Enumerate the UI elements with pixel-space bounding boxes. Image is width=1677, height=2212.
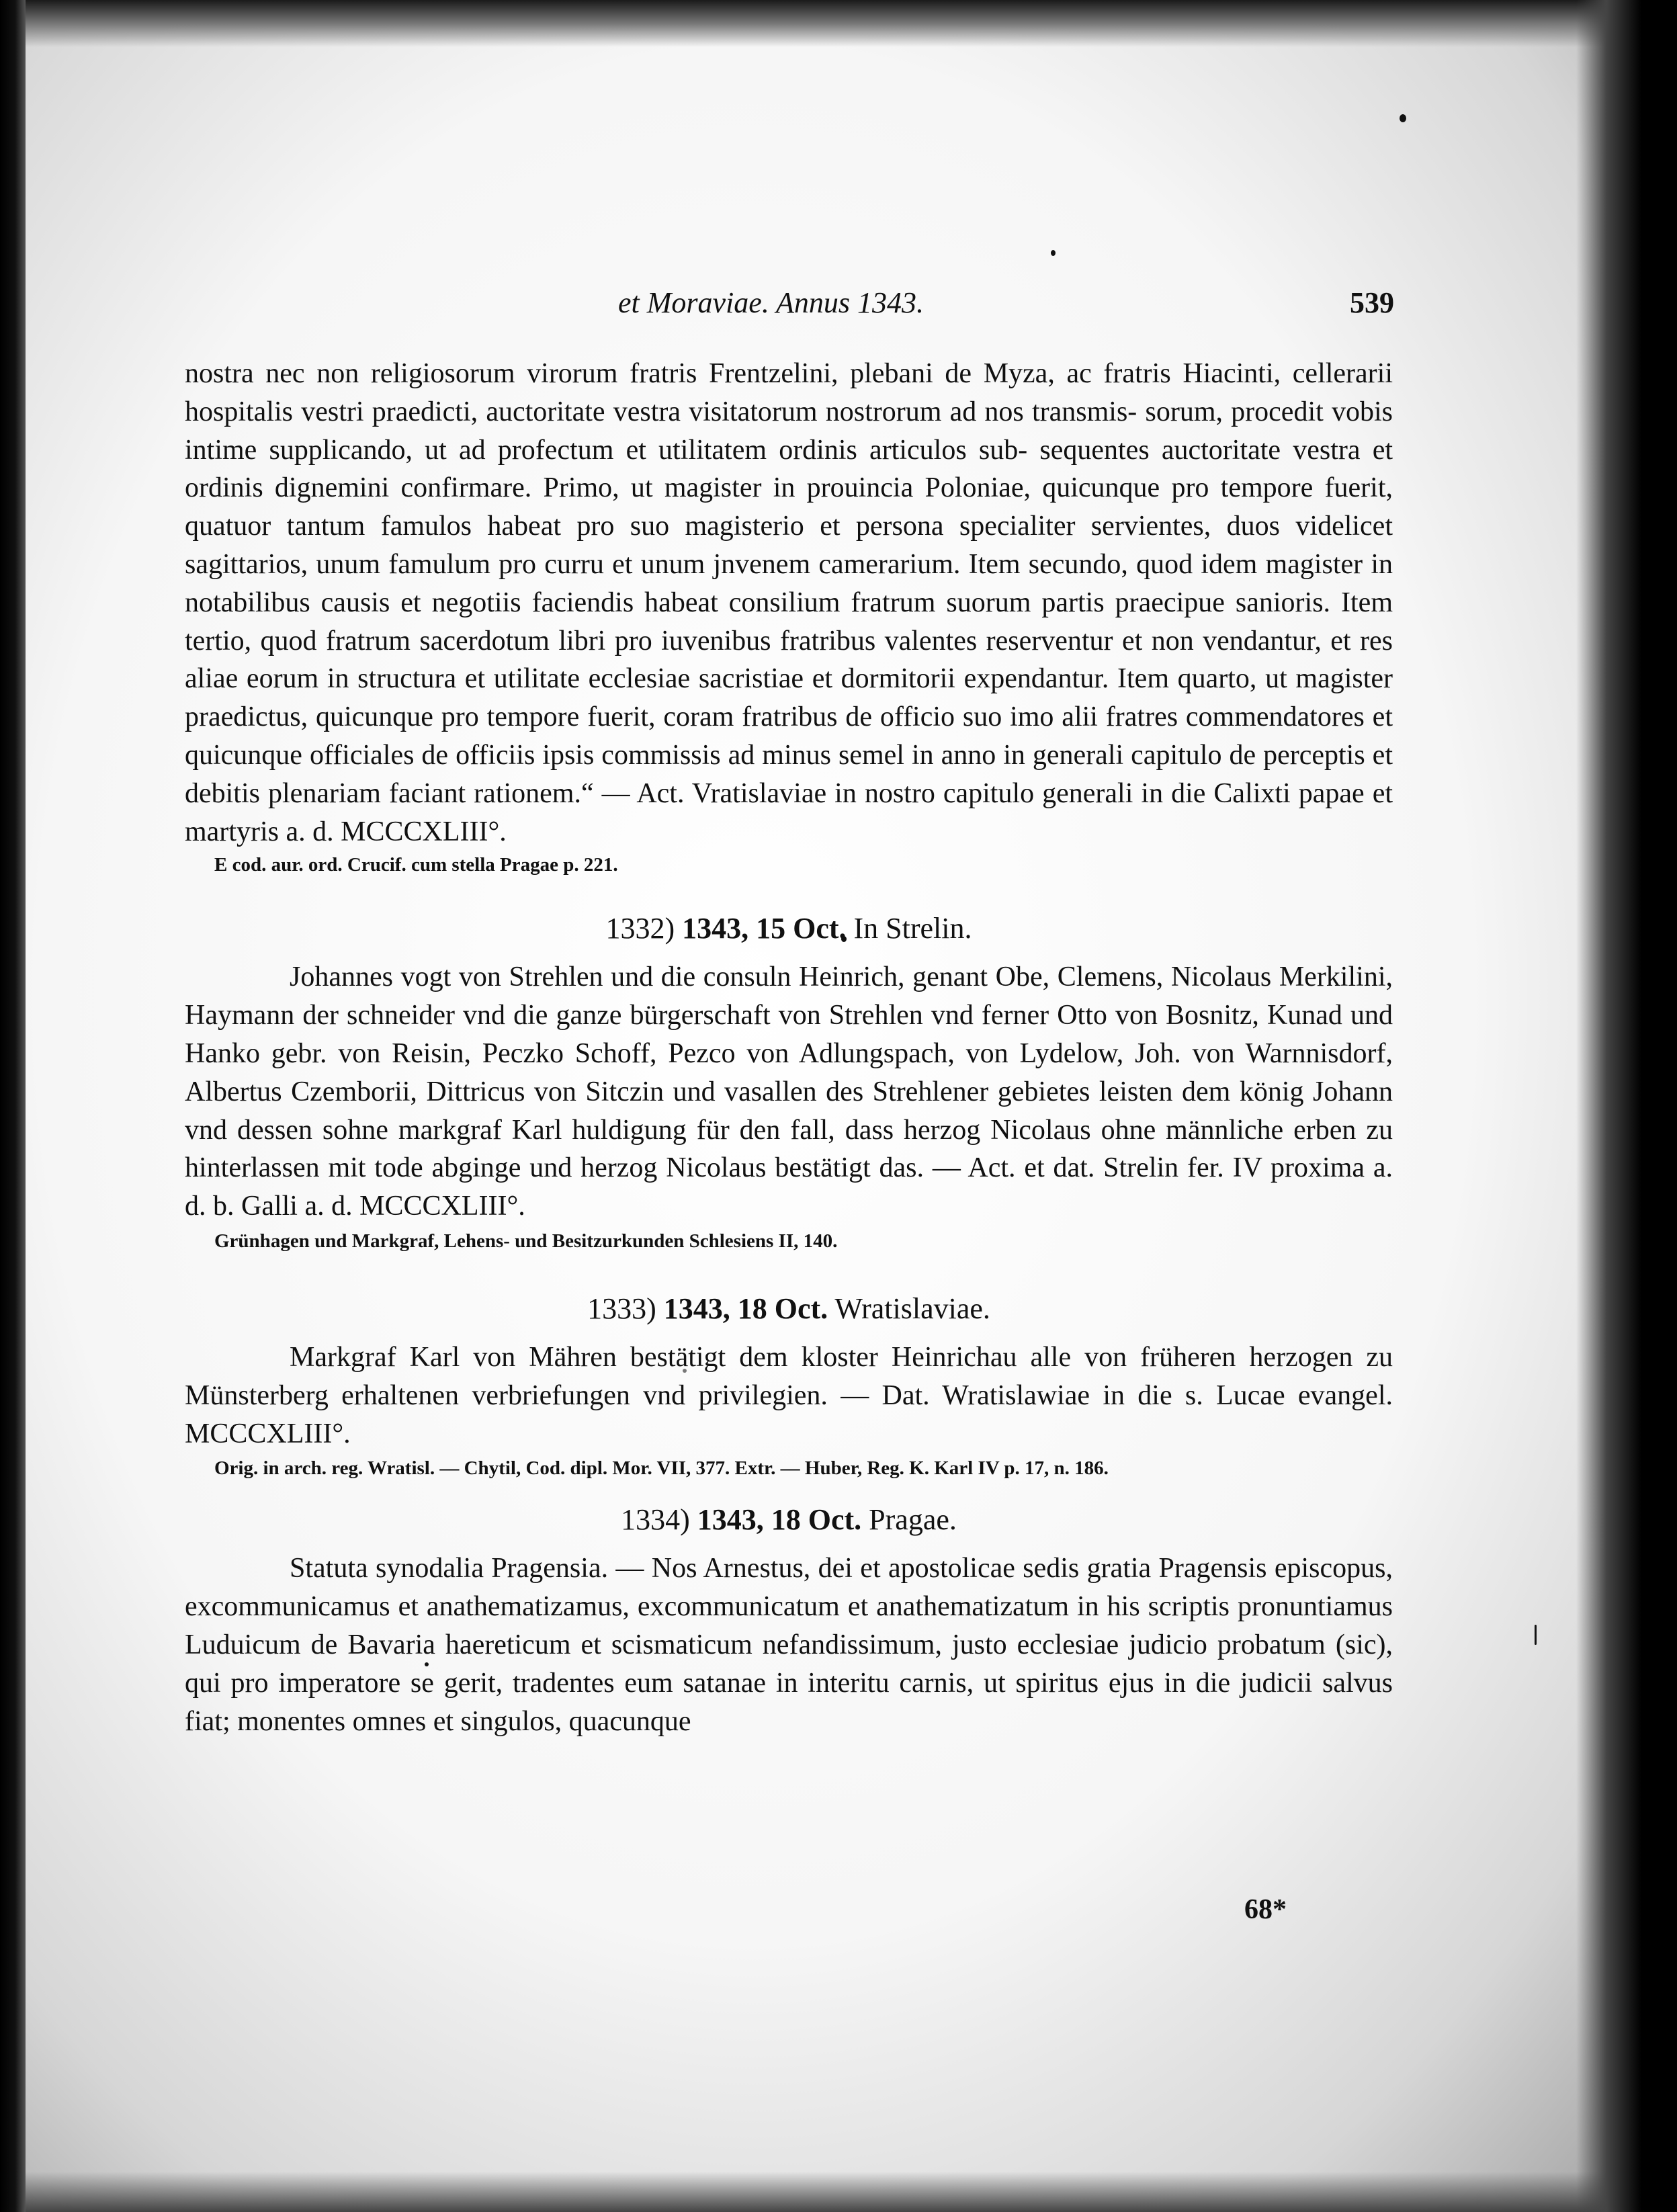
entry-1332-source: Grünhagen und Markgraf, Lehens- und Besitzurkunden Schlesiens II, 140. [214,1230,838,1252]
entry-1331-continuation [185,355,1393,851]
text-line: alii fratres commendatores et quicunque officiales de officiis ipsis commissis ad minus semel [185,701,1393,771]
scan-speck [1535,1625,1537,1645]
entry-1332-text: Johannes vogt von Strehlen und die consuln Heinrich, genant Obe, Clemens, Nicolaus Merkilini, Haymann der schneider vnd die ganze bürgerschaft von Strehlen vnd ferner Otto von Bosnitz, Kunad und Hanko gebr. von Reisin, Peczko Schoff, Pezco von Adlungspach, von Lydelow, Joh. von Warnnisdorf, Albertus Czemborii, Dittricus von Sitczin und vasallen des Strehlener gebietes leisten dem könig Johann vnd dessen sohne markgraf Karl huldigung für den fall, dass herzog Nicolaus ohne männliche erben zu hinterlassen mit tode abginge und herzog Nicolaus bestätigt das. — Act. et dat. Strelin fer. IV proxima a. d. b. Galli a. d. MCCCXLIII°. [185,962,1393,1222]
text-line: sorum, procedit vobis intime supplicando, ut ad profectum et utilitatem ordinis articulos sub- [185,396,1393,466]
scan-bottom-edge [0,2172,1677,2212]
entry-1333-source: Orig. in arch. reg. Wratisl. — Chytil, Cod. dipl. Mor. VII, 377. Extr. — Huber, Reg. K. Karl IV p. 17, n. 186. [214,1457,1109,1480]
entry-1332-heading [185,908,1393,949]
scan-left-edge [0,0,26,2212]
text-line: nostra nec non religiosorum virorum fratris Frentzelini, plebani de Myza, ac fratris Hiacinti, [185,358,1281,389]
entry-1331-source: E cod. aur. ord. Crucif. cum stella Pragae p. 221. [214,854,618,876]
text-line: et persona specialiter servientes, duos videlicet sagittarios, unum famulum pro curru et unum [185,511,1393,580]
text-line: eorum in structura et utilitate ecclesiae sacristiae et dormitorii expendantur. Item quarto, [246,663,1257,695]
running-title: et Moraviae. Annus 1343. [618,286,924,319]
scan-speck [1400,114,1406,122]
running-head [185,286,1394,326]
entry-place: Pragae. [869,1503,957,1537]
text-line: sacerdotum libri pro iuvenibus fratribus valentes reserventur et non vendantur, et res aliae [185,625,1393,695]
entry-place: In Strelin. [853,912,972,945]
signature-mark: 68* [1244,1894,1287,1925]
entry-date: 1343, 18 Oct. [697,1503,862,1537]
text-line: jnvenem camerarium. Item secundo, quod idem magister in notabilibus causis et negotiis [185,548,1393,618]
text-line: Vratislaviae in nostro capitulo generali in die Calixti papae et martyris a. d. MCCCXLIII°. [185,777,1393,847]
text-line: cellerarii hospitalis vestri praedicti, auctoritate vestra visitatorum nostrorum ad nos transmis- [185,358,1393,427]
entry-1333-text: Markgraf Karl von Mähren bestätigt dem kloster Heinrichau alle von früheren herzogen zu Münsterberg erhaltenen verbriefungen vnd privilegien. — Dat. Wratislawiae in die s. Lucae evangel. MCCCXLIII°. [185,1341,1393,1449]
entry-1334-text: Statuta synodalia Pragensia. — Nos Arnestus, dei et apostolicae sedis gratia Pragensis episcopus, excommunicamus et anathematizamus, excommunicatum et anathematizatum in his scriptis pronuntiamus Luduicum de Bavaria haereticum et scismaticum nefandissimum, justo ecclesiae judicio probatum (sic), qui pro imperatore se gerit, tradentes eum satanae in interitu carnis, ut spiritus ejus in die judicii salvus fiat; monentes omnes et singulos, quacunque [185,1553,1393,1737]
entry-1334-heading [185,1500,1393,1540]
text-line: sequentes auctoritate vestra et ordinis dignemini confirmare. Primo, ut magister in prouincia [185,434,1393,504]
text-line: in anno in generali capitulo de perceptis et debitis plenariam faciant rationem.“ — Act. [185,739,1393,809]
scan-right-edge [1576,0,1677,2212]
text-line: Poloniae, quicunque pro tempore fuerit, quatuor tantum famulos habeat pro suo magisterio [185,472,1393,542]
page-number: 539 [1350,286,1394,319]
scan-top-edge [0,0,1677,47]
text-line: faciendis habeat consilium fratrum suorum partis praecipue sanioris. Item tertio, quod fratrum [185,587,1393,656]
main-text [185,355,1393,1740]
scan-speck [1051,250,1056,256]
entry-1333-heading [185,1289,1393,1329]
entry-date: 1343, 18 Oct. [663,1291,828,1325]
entry-place: Wratislaviae. [834,1291,990,1325]
entry-number: 1334) [621,1503,690,1537]
text-line: ut magister praedictus, quicunque pro tempore fuerit, coram fratribus de officio suo imo [185,663,1393,733]
entry-number: 1332) [605,912,675,945]
entry-date: 1343, 15 Oct. [682,912,847,945]
entry-number: 1333) [587,1291,656,1325]
